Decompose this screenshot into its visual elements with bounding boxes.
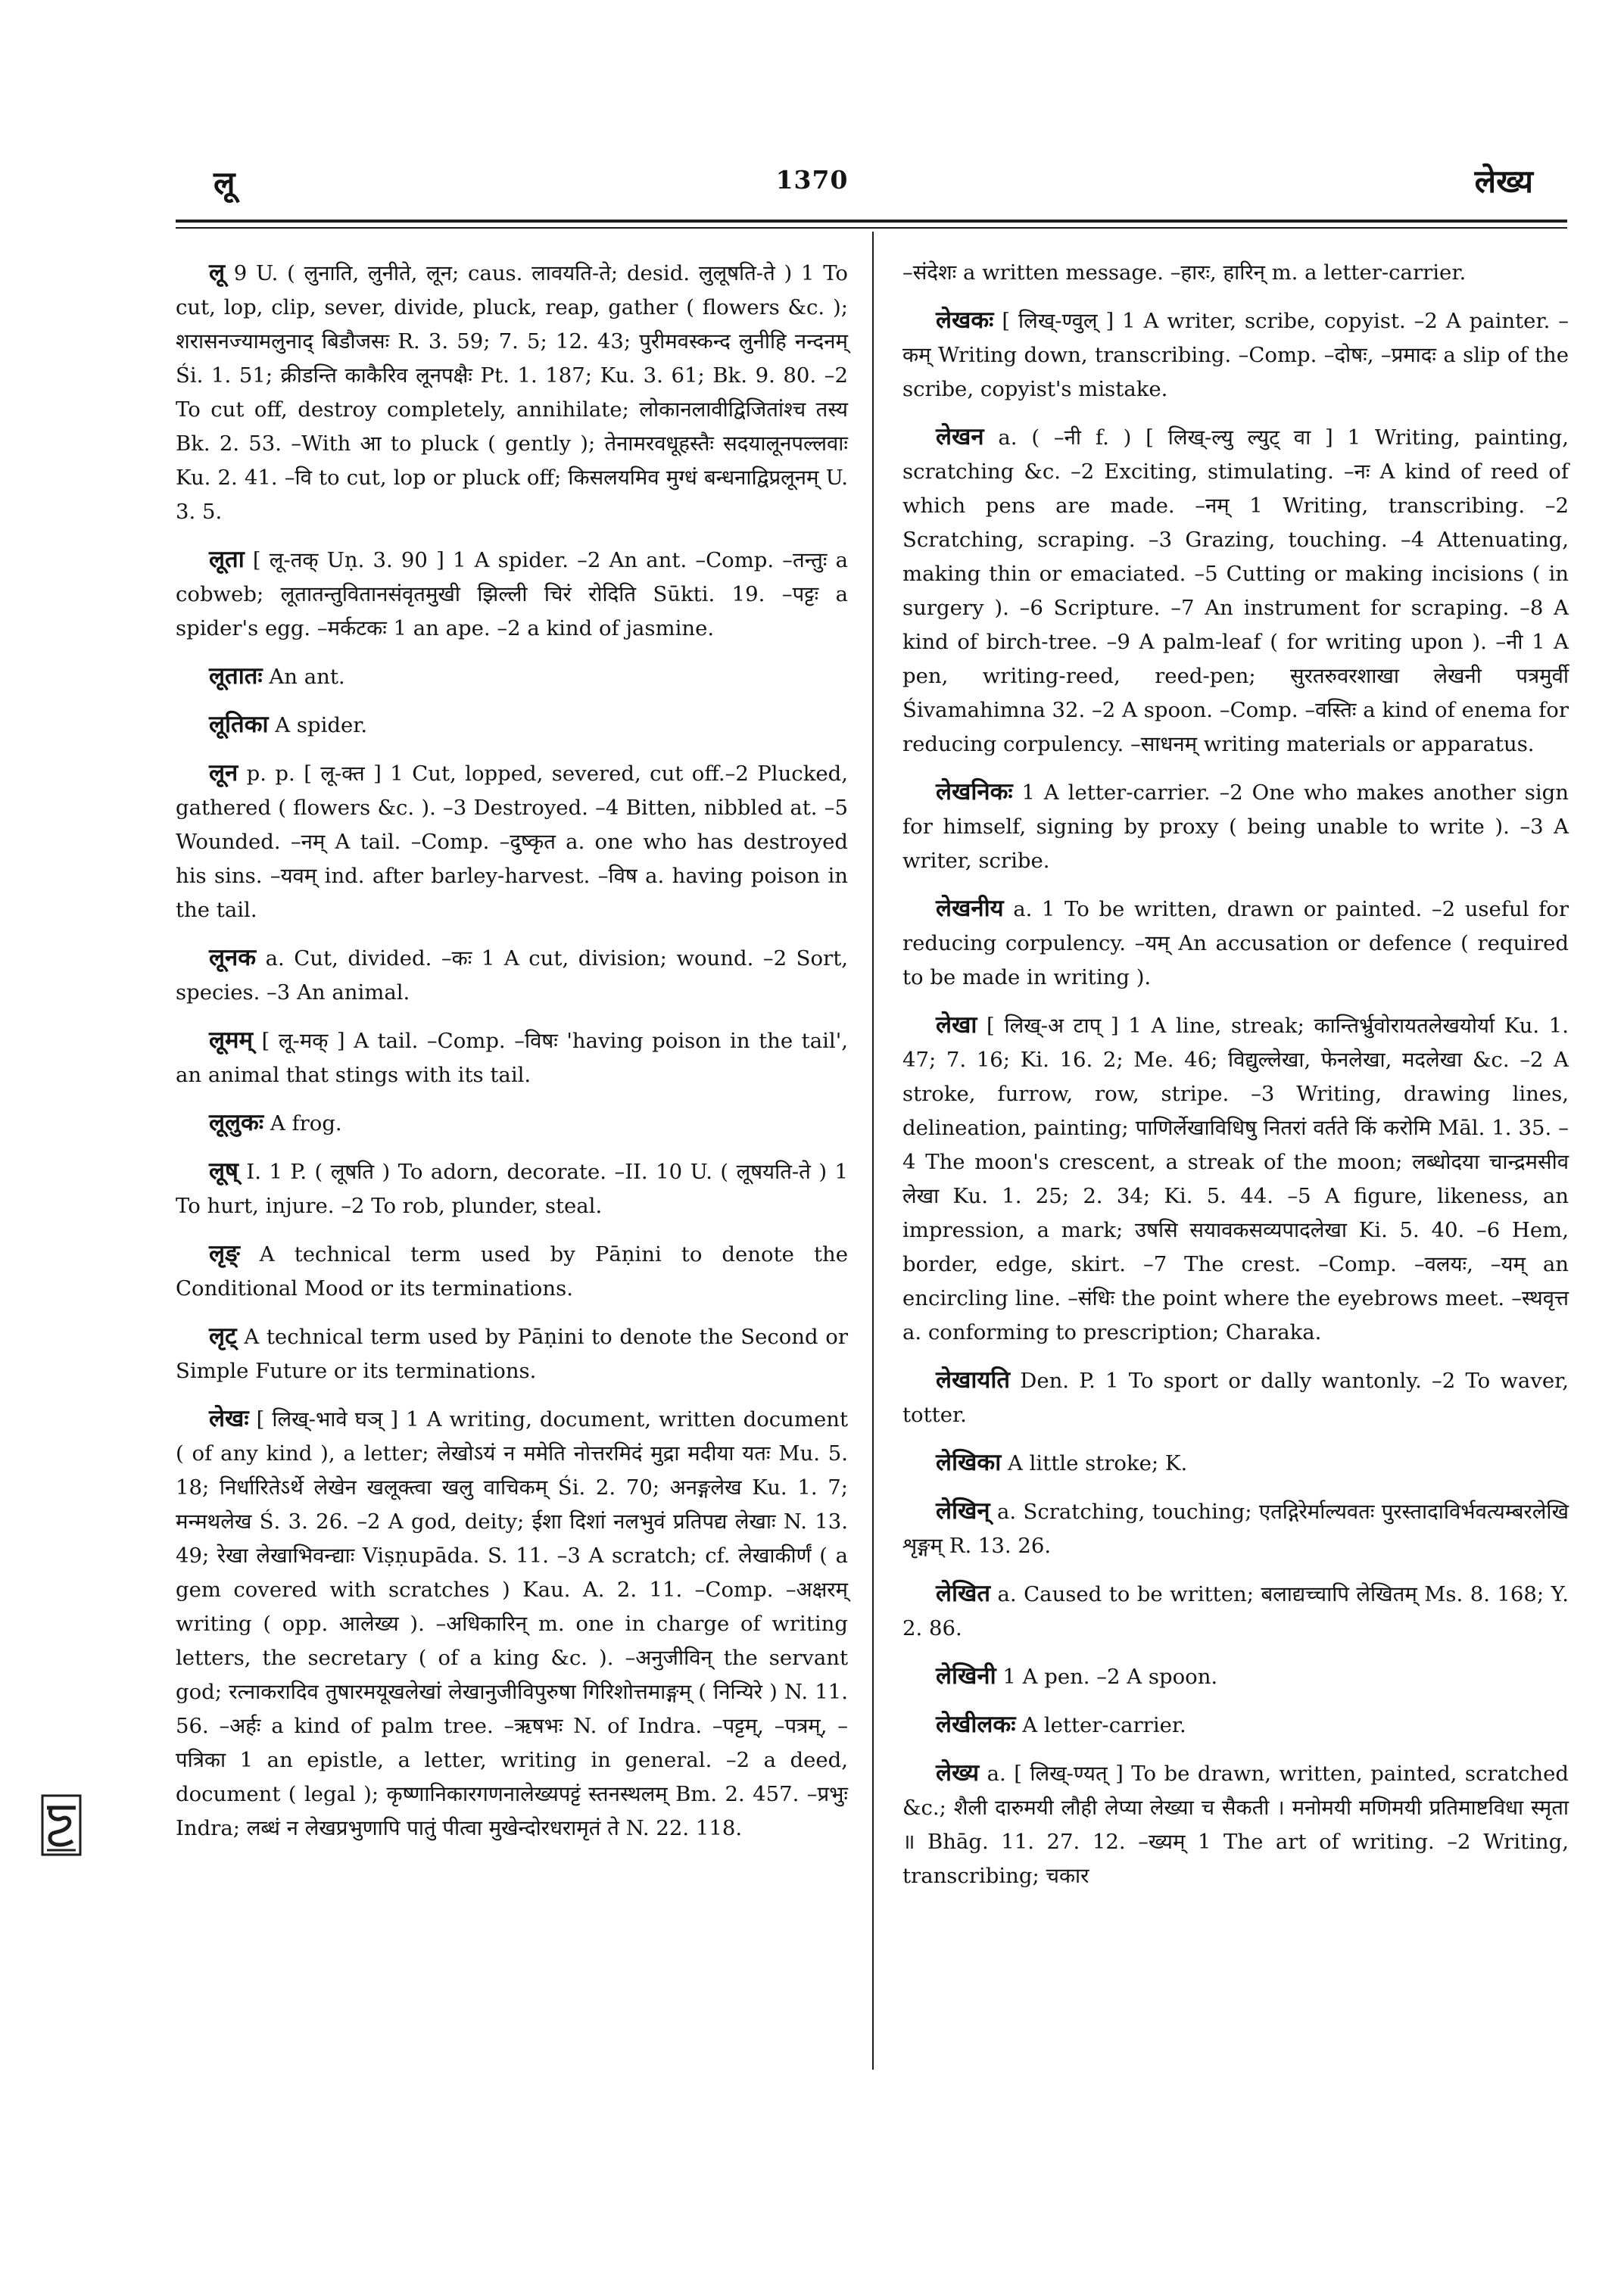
entry-definition: A little stroke; K. [1001, 1451, 1188, 1475]
entry-headword: लेखीलकः [936, 1711, 1016, 1738]
entry-definition: –संदेशः a written message. –हारः, हारिन् m. a letter-carrier. [902, 260, 1467, 285]
entry-definition: 1 A letter-carrier. –2 One who makes another sign for himself, signing by proxy ( being unable to write ). –3 A writer, scribe. [902, 780, 1569, 873]
entry-definition: a. ( –नी f. ) [ लिख्-ल्यु ल्युट् वा ] 1 Writing, painting, scratching &c. –2 Exciting, stimulating. –नः A kind of reed of which pens are made. –नम् 1 Writing, transcribing. –2 Scratching, scraping. –3 Grazing, touching. –4 Attenuating, making thin or emaciated. –5 Cutting or making incisions ( in surgery ). –6 Scripture. –7 An instrument for scraping. –8 A kind of birch-tree. –9 A palm-leaf ( for writing upon ). –नी 1 A pen, writing-reed, reed-pen; सुरतरुवरशाखा लेखनी पत्रमुर्वी Śivamahimna 32. –2 A spoon. –Comp. –वस्तिः a kind of enema for reducing corpulency. –साधनम् writing materials or apparatus. [902, 425, 1569, 756]
entry-headword: लूनक [209, 944, 257, 971]
dictionary-entry [902, 1008, 1569, 1350]
dictionary-entry [176, 543, 848, 646]
entry-headword: लेखायति [936, 1366, 1011, 1394]
column-separator [872, 232, 874, 2070]
page-number: 1370 [775, 165, 849, 195]
entry-headword: लूमम् [209, 1027, 254, 1054]
dictionary-entry [902, 892, 1569, 995]
dictionary-entry [176, 941, 848, 1010]
dictionary-entry [902, 1577, 1569, 1646]
entry-definition: A technical term used by Pāṇini to denote the Second or Simple Future or its terminations. [176, 1325, 848, 1383]
entry-definition: [ लू-तक् Uṇ. 3. 90 ] 1 A spider. –2 An ant. –Comp. –तन्तुः a cobweb; लूतातन्तुवितानसंवृतमुखी झिल्ली चिरं रोदिति Sūkti. 19. –पट्टः a spider's egg. –मर्कटकः 1 an ape. –2 a kind of jasmine. [176, 548, 848, 640]
left-column [176, 256, 848, 1859]
entry-definition: [ लिख्-भावे घञ् ] 1 A writing, document, written document ( of any kind ), a letter; लेखोऽयं न ममेति नोत्तरमिदं मुद्रा मदीया यतः Mu. 5. 18; निर्धारितेऽर्थे लेखेन खलूक्त्वा खलु वाचिकम् Śi. 2. 70; अनङ्गलेख Ku. 1. 7; मन्मथलेख Ś. 3. 26. –2 A god, deity; ईशा दिशां नलभुवं प्रतिपद्य लेखाः N. 13. 49; रेखा लेखाभिवन्द्याः Viṣṇupāda. S. 11. –3 A scratch; cf. लेखाकीर्णं ( a gem covered with scratches ) Kau. A. 2. 11. –Comp. –अक्षरम् writing ( opp. आलेख्य ). –अधिकारिन् m. one in charge of writing letters, the secretary ( of a king &c. ). –अनुजीविन् the servant god; रत्नाकरादिव तुषारमयूखलेखां लेखानुजीविपुरुषा गिरिशोत्तमाङ्गम् ( निन्यिरे ) N. 11. 56. –अर्हः a kind of palm tree. –ऋषभः N. of Indra. –पट्टम्, –पत्रम्, –पत्रिका 1 an epistle, a letter, writing in general. –2 a deed, document ( legal ); कृष्णानिकारगणनालेख्यपट्टं स्तनस्थलम् Bm. 2. 457. –प्रभुः Indra; लब्धं न लेखप्रभुणापि पातुं पीत्वा मुखेन्दोरधरामृतं ते N. 22. 118. [176, 1407, 848, 1840]
entry-headword: लूतिका [209, 711, 269, 738]
dictionary-entry [902, 1708, 1569, 1743]
entry-definition: I. 1 P. ( लूषति ) To adorn, decorate. –II. 10 U. ( लूषयति-ते ) 1 To hurt, injure. –2 To rob, plunder, steal. [176, 1160, 848, 1218]
entry-definition: Den. P. 1 To sport or dally wantonly. –2 To waver, totter. [902, 1369, 1569, 1427]
entry-definition: a. Scratching, touching; एतद्गिरेर्माल्यवतः पुरस्तादाविर्भवत्यम्बरलेखि शृङ्गम् R. 13. 26. [902, 1500, 1569, 1558]
entry-headword: लृट् [209, 1323, 237, 1350]
dictionary-entry [176, 659, 848, 694]
entry-definition: [ लिख्-अ टाप् ] 1 A line, streak; कान्तिर्भ्रुवोरायतलेखयोर्या Ku. 1. 47; 7. 16; Ki. 16. 2; Me. 46; विद्युल्लेखा, फेनलेखा, मदलेखा &c. –2 A stroke, furrow, row, stripe. –3 Writing, drawing lines, delineation, painting; पाणिर्लेखाविधिषु नितरां वर्तते किं करोमि Māl. 1. 35. –4 The moon's crescent, a streak of the moon; लब्धोदया चान्द्रमसीव लेखा Ku. 1. 25; 2. 34; Ki. 5. 44. –5 A figure, likeness, an impression, a mark; उषसि सयावकसव्यपादलेखा Ki. 5. 40. –6 Hem, border, edge, skirt. –7 The crest. –Comp. –वलयः, –यम् an encircling line. –संधिः the point where the eyebrows meet. –स्थवृत्त a. conforming to prescription; Charaka. [902, 1014, 1569, 1344]
entry-headword: लेखिका [936, 1449, 1002, 1476]
dictionary-entry [176, 256, 848, 529]
dictionary-entry [902, 1494, 1569, 1563]
dictionary-entry [176, 1106, 848, 1141]
page-header [0, 0, 1624, 227]
entry-definition: 9 U. ( लुनाति, लुनीते, लून; caus. लावयति-ते; desid. लुलूषति-ते ) 1 To cut, lop, clip, sever, divide, pluck, reap, gather ( flowers &c. ); शरासनज्यामलुनाद् बिडौजसः R. 3. 59; 7. 5; 12. 43; पुरीमवस्कन्द लुनीहि नन्दनम् Śi. 1. 51; क्रीडन्ति काकैरिव लूनपक्षैः Pt. 1. 187; Ku. 3. 61; Bk. 9. 80. –2 To cut off, destroy completely, annihilate; लोकानलावीद्विजितांश्च तस्य Bk. 2. 53. –With आ to pluck ( gently ); तेनामरवधूहस्तैः सदयालूनपल्लवाः Ku. 2. 41. –वि to cut, lop or pluck off; किसलयमिव मुग्धं बन्धनाद्विप्रलूनम् U. 3. 5. [176, 261, 848, 524]
dictionary-entry [176, 708, 848, 743]
entry-headword: लेखिन् [936, 1497, 990, 1525]
entry-headword: लेखनिकः [936, 778, 1013, 805]
entry-definition: A frog. [263, 1111, 342, 1136]
entry-definition: 1 A pen. –2 A spoon. [996, 1665, 1218, 1689]
entry-definition: a. Cut, divided. –कः 1 A cut, division; wound. –2 Sort, species. –3 An animal. [176, 946, 848, 1005]
entry-definition: [ लू-मक् ] A tail. –Comp. –विषः 'having poison in the tail', an animal that stings with its tail. [176, 1029, 848, 1087]
dictionary-entry [902, 1756, 1569, 1893]
entry-definition: A letter-carrier. [1015, 1713, 1186, 1737]
dictionary-entry [176, 1237, 848, 1306]
entry-headword: लूलुकः [209, 1109, 264, 1136]
devanagari-section-mark-icon [39, 1791, 83, 1859]
entry-definition: A spider. [268, 713, 368, 737]
entry-definition: a. 1 To be written, drawn or painted. –2 useful for reducing corpulency. –यम् An accusation or defence ( required to be made in writing ). [902, 897, 1569, 989]
dictionary-entry [902, 775, 1569, 878]
entry-headword: लेखा [936, 1011, 977, 1039]
header-rule-thin [176, 227, 1567, 229]
dictionary-entry [176, 1402, 848, 1846]
right-column [902, 256, 1569, 1907]
dictionary-entry [176, 756, 848, 927]
entry-definition: a. Caused to be written; बलाद्यच्चापि लेखितम् Ms. 8. 168; Y. 2. 86. [902, 1582, 1569, 1640]
entry-definition: [ लिख्-ण्वुल् ] 1 A writer, scribe, copyist. –2 A painter. –कम् Writing down, transcribing. –Comp. –दोषः, –प्रमादः a slip of the scribe, copyist's mistake. [902, 309, 1569, 401]
dictionary-entry [176, 1023, 848, 1092]
dictionary-entry [176, 1319, 848, 1388]
entry-headword: लेखकः [936, 307, 994, 334]
entry-headword: लू [209, 259, 226, 286]
left-running-headword: लू [214, 164, 235, 201]
dictionary-entry [902, 1659, 1569, 1694]
entry-headword: लेखन [936, 423, 984, 450]
entry-definition: a. [ लिख्-ण्यत् ] To be drawn, written, painted, scratched &c.; शैली दारुमयी लौही लेप्या लेख्या च सैकती । मनोमयी मणिमयी प्रतिमाष्टविधा स्मृता ॥ Bhāg. 11. 27. 12. –ख्यम् 1 The art of writing. –2 Writing, transcribing; चकार [902, 1762, 1569, 1888]
entry-headword: लेखनीय [936, 895, 1004, 922]
entry-headword: लृङ् [209, 1240, 240, 1267]
entry-headword: लेखित [936, 1580, 991, 1607]
entry-headword: लूष् [209, 1157, 238, 1185]
entry-definition: An ant. [262, 665, 345, 689]
header-rule-thick [176, 220, 1567, 223]
entry-headword: लेखः [209, 1405, 249, 1432]
dictionary-entry [176, 1154, 848, 1223]
dictionary-entry [902, 256, 1569, 290]
dictionary-entry [902, 1446, 1569, 1481]
dictionary-entry [902, 420, 1569, 762]
entry-headword: लूता [209, 546, 245, 573]
entry-definition: A technical term used by Pāṇini to denote the Conditional Mood or its terminations. [176, 1242, 848, 1301]
entry-headword: लेखिनी [936, 1662, 996, 1690]
dictionary-entry [902, 1363, 1569, 1432]
right-running-headword: लेख्य [1474, 163, 1533, 200]
entry-headword: लूतातः [209, 662, 263, 690]
dictionary-entry [902, 304, 1569, 407]
entry-headword: लून [209, 759, 238, 787]
entry-definition: p. p. [ लू-क्त ] 1 Cut, lopped, severed, cut off.–2 Plucked, gathered ( flowers &c. ). –3 Destroyed. –4 Bitten, nibbled at. –5 Wounded. –नम् A tail. –Comp. –दुष्कृत a. one who has destroyed his sins. –यवम् ind. after barley-harvest. –विष a. having poison in the tail. [176, 762, 848, 922]
entry-headword: लेख्य [936, 1759, 980, 1787]
